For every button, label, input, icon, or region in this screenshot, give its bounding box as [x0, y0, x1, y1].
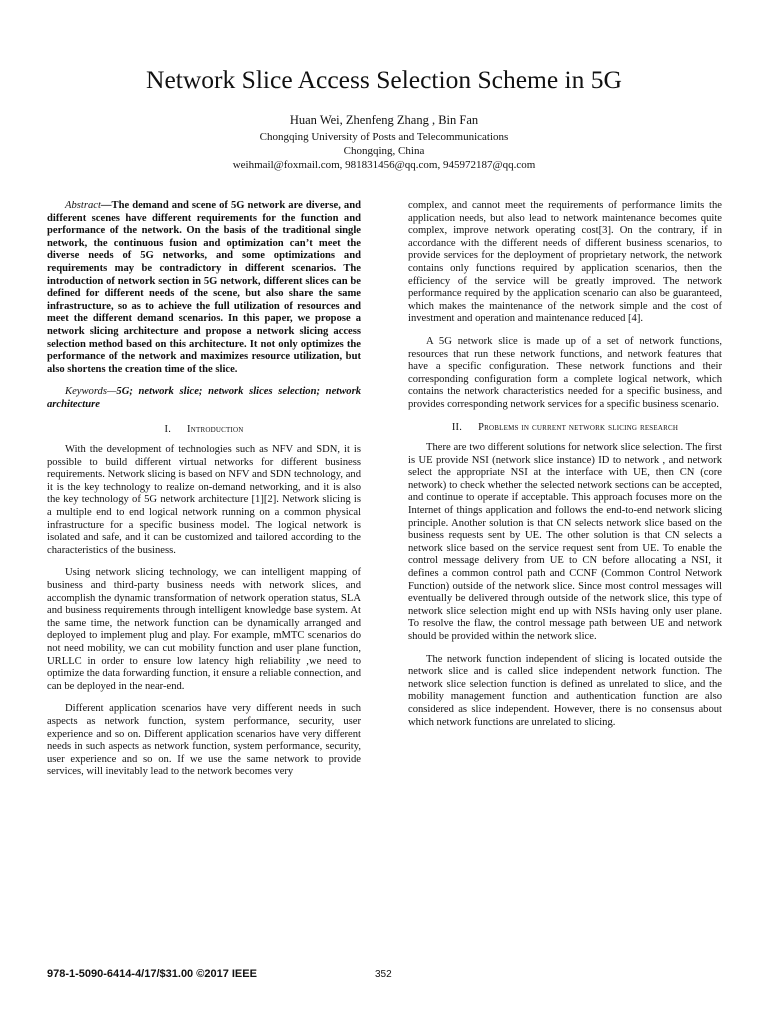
- paragraph: complex, and cannot meet the requirements of performance limits the application needs, but also lead to network maintenance becomes quite complex, improve network operating cost[3]. On the contrary, if in accordance with the different needs of different business scenarios, to provide services for the deployment of proprietary network, the network contains only functions required by application scenarios, then the efficiency of the service will be greatly improved. The network performance required by the application scenario can also be guaranteed, which makes the maintenance of the network simple and the cost of investment and operation and maintenance reduced [4].: [408, 200, 722, 325]
- section-number: I.: [164, 423, 172, 435]
- paragraph: A 5G network slice is made up of a set of network functions, resources that run these network functions, and network features that have a specific configuration. These network functions and their corresponding configuration form a complete logical network, which contains the network characteristics needed for a specific business, and provides corresponding network services for a specific business scenario.: [408, 335, 722, 410]
- paragraph: With the development of technologies such as NFV and SDN, it is possible to build different virtual networks for different business requirements. Network slicing is based on NFV and SDN technology, and it is the key technology to realize on-demand networking, and it is also the key technology of 5G network architecture [1][2]. Network slicing is a multiple end to end logical network running on a common physical infrastructure for a specific business model. The logical network is isolated and safe, and it can be customized and tailored according to the characteristics of the business.: [47, 444, 361, 556]
- author-affiliation-block: [0, 130, 768, 172]
- paper-authors: Huan Wei, Zhenfeng Zhang , Bin Fan: [289, 113, 479, 127]
- abstract-text: —The demand and scene of 5G network are diverse, and different scenes have different requirements for the function and performance of the network. On the basis of the traditional single network, the continuous fusion and optimization can’t meet the diverse needs of 5G networks, and some optimizations and requirements may be contradictory in different scenarios. The introduction of network section in 5G network, different slices can be defined for different needs of the scene, but also share the same infrastructure, so as to achieve the full utilization of resources and meet the different demand scenarios. In this paper, we propose a network slicing architecture and propose a network slicing access selection method based on this architecture. It not only optimizes the performance of the network and maximizes resource utilization, but also shortens the creation time of the slice.: [47, 200, 361, 375]
- section-heading-introduction: [47, 424, 361, 437]
- section-number: II.: [451, 421, 463, 433]
- abstract: [47, 200, 361, 376]
- keywords: [47, 386, 361, 411]
- section-title: Problems in current network slicing research: [478, 421, 679, 433]
- page-footer: [47, 968, 727, 984]
- paragraph: Using network slicing technology, we can intelligent mapping of business and third-party business needs with network slices, and accomplish the dynamic transformation of network operation status, SLA and business requirements through intelligent knowledge base system. At the same time, the network function can be dynamically arranged and deployed to implement plug and play. For example, mMTC scenarios do not need mobility, we can cut mobility function and user plane function, URLLC in order to ensure low latency high reliability ,we need to optimize the data forwarding function, it ensure a reliable connection, and can be deployed in the near-end.: [47, 567, 361, 692]
- paragraph: There are two different solutions for network slice selection. The first is UE provide NSI (network slice instance) ID to network , and network select the appropriate NSI at the interface with UE, then CN (core network) to check whether the selected network sections can be accepted, and continue to operate if acceptable. This approach focuses more on the Internet of things application and follows the end-to-end network slicing principle. Another solution is that CN selects network slice based on the business requests sent by UE. The other solution is that CN selects a network slice based on the service request sent from UE. To enable the control message delivery from UE to CN before allocating a NSI, it defines a common control path and CCNF (Common Control Network Function) outside of the network slice. Since most control messages will eventually be delivered through outside of the network slice, this type of network slice selection might end up with NSIs having only user plane. To resolve the flaw, the control message path between UE and network should be provided within the network slice.: [408, 442, 722, 642]
- section-heading-problems: [408, 422, 722, 435]
- page-number: 352: [375, 969, 392, 980]
- isbn-copyright: 978-1-5090-6414-4/17/$31.00 ©2017 IEEE: [47, 968, 257, 980]
- abstract-label: Abstract: [65, 200, 101, 211]
- paragraph: The network function independent of slicing is located outside the network slice and is called slice independent network function. The network slice selection function is defined as unrelated to slice, and the mobility management function and authentication function are also considered as slice independent. However, there is no consensus about which network functions are unrelated to slicing.: [408, 653, 722, 728]
- paper-title: Network Slice Access Selection Scheme in 5G: [146, 65, 622, 94]
- paragraph: Different application scenarios have very different needs in such aspects as network function, system performance, security, user experience and so on. Different application scenarios have very different needs in such aspects as network function, system performance, security, user experience and so on. If we use the same network to provide services, will inevitably lead to the network becomes very: [47, 703, 361, 778]
- right-column: [408, 200, 722, 739]
- section-title: Introduction: [187, 423, 244, 435]
- author-emails: weihmail@foxmail.com, 981831456@qq.com, 945972187@qq.com: [232, 159, 536, 171]
- keywords-text: 5G; network slice; network slices selection; network architecture: [47, 386, 361, 410]
- affiliation: Chongqing University of Posts and Telecommunications: [259, 131, 509, 143]
- keywords-label: Keywords—: [65, 386, 117, 398]
- location: Chongqing, China: [343, 145, 425, 157]
- left-column: [47, 200, 361, 789]
